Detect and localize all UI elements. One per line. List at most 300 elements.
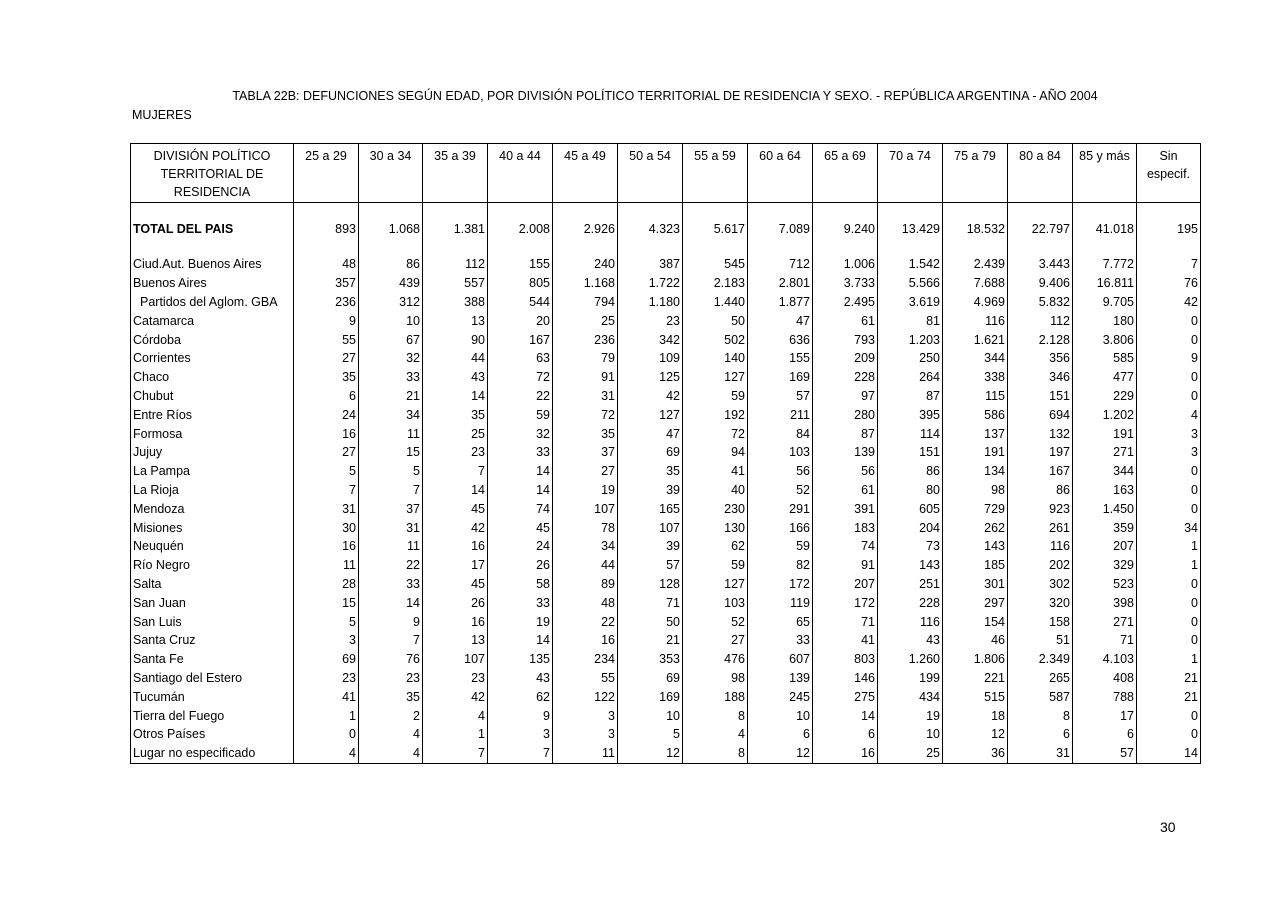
value-cell: 33	[748, 631, 813, 650]
value-cell: 557	[423, 274, 488, 293]
value-cell: 27	[683, 631, 748, 650]
value-cell: 10	[359, 311, 423, 330]
value-cell: 0	[294, 725, 359, 744]
value-cell: 94	[683, 443, 748, 462]
column-header-line: especif.	[1146, 167, 1191, 181]
value-cell: 172	[813, 593, 878, 612]
value-cell: 1.450	[1073, 499, 1137, 518]
value-cell: 1.260	[878, 650, 943, 669]
value-cell: 91	[813, 556, 878, 575]
value-cell: 0	[1137, 499, 1201, 518]
value-cell: 1	[1137, 650, 1201, 669]
value-cell: 329	[1073, 556, 1137, 575]
value-cell: 65	[748, 612, 813, 631]
value-cell: 135	[488, 650, 553, 669]
spacer-cell	[131, 203, 294, 212]
value-cell: 9	[359, 612, 423, 631]
table-row	[131, 706, 1201, 725]
value-cell: 87	[878, 387, 943, 406]
value-cell: 312	[359, 293, 423, 312]
value-cell: 140	[683, 349, 748, 368]
region-name-cell: Partidos del Aglom. GBA	[131, 293, 294, 312]
value-cell: 172	[748, 575, 813, 594]
value-cell: 48	[553, 593, 618, 612]
value-cell: 16	[294, 537, 359, 556]
value-cell: 116	[943, 311, 1008, 330]
table-row	[131, 556, 1201, 575]
value-cell: 17	[1073, 706, 1137, 725]
value-cell: 207	[813, 575, 878, 594]
value-cell: 250	[878, 349, 943, 368]
column-header: 85 y más	[1073, 144, 1137, 203]
value-cell: 2.926	[553, 211, 618, 247]
value-cell: 3	[553, 725, 618, 744]
value-cell: 0	[1137, 612, 1201, 631]
value-cell: 183	[813, 518, 878, 537]
value-cell: 229	[1073, 387, 1137, 406]
value-cell: 1.381	[423, 211, 488, 247]
value-cell: 5	[359, 462, 423, 481]
value-cell: 33	[359, 368, 423, 387]
value-cell: 19	[878, 706, 943, 725]
spacer-cell	[878, 247, 943, 255]
value-cell: 271	[1073, 612, 1137, 631]
column-header: 60 a 64	[748, 144, 813, 203]
value-cell: 353	[618, 650, 683, 669]
value-cell: 35	[553, 424, 618, 443]
value-cell: 8	[683, 744, 748, 763]
table-row	[131, 481, 1201, 500]
value-cell: 62	[488, 687, 553, 706]
value-cell: 23	[618, 311, 683, 330]
table-row	[131, 725, 1201, 744]
value-cell: 71	[618, 593, 683, 612]
value-cell: 116	[1008, 537, 1073, 556]
value-cell: 3	[488, 725, 553, 744]
value-cell: 39	[618, 537, 683, 556]
region-name-cell: Buenos Aires	[131, 274, 294, 293]
value-cell: 391	[813, 499, 878, 518]
table-row	[131, 293, 1201, 312]
value-cell: 271	[1073, 443, 1137, 462]
value-cell: 7.688	[943, 274, 1008, 293]
value-cell: 395	[878, 405, 943, 424]
value-cell: 31	[553, 387, 618, 406]
value-cell: 3	[1137, 443, 1201, 462]
spacer-cell	[1073, 247, 1137, 255]
value-cell: 59	[748, 537, 813, 556]
value-cell: 236	[294, 293, 359, 312]
spacer-cell	[943, 247, 1008, 255]
value-cell: 137	[943, 424, 1008, 443]
value-cell: 12	[748, 744, 813, 763]
value-cell: 4	[683, 725, 748, 744]
value-cell: 4	[294, 744, 359, 763]
value-cell: 86	[1008, 481, 1073, 500]
value-cell: 261	[1008, 518, 1073, 537]
value-cell: 923	[1008, 499, 1073, 518]
value-cell: 59	[488, 405, 553, 424]
value-cell: 23	[423, 443, 488, 462]
value-cell: 151	[1008, 387, 1073, 406]
value-cell: 585	[1073, 349, 1137, 368]
value-cell: 81	[878, 311, 943, 330]
region-name-cell: Tucumán	[131, 687, 294, 706]
value-cell: 9	[294, 311, 359, 330]
value-cell: 14	[488, 462, 553, 481]
value-cell: 167	[1008, 462, 1073, 481]
value-cell: 103	[748, 443, 813, 462]
value-cell: 23	[294, 669, 359, 688]
value-cell: 47	[618, 424, 683, 443]
value-cell: 2.439	[943, 255, 1008, 274]
value-cell: 185	[943, 556, 1008, 575]
value-cell: 35	[294, 368, 359, 387]
value-cell: 154	[943, 612, 1008, 631]
region-name-cell: Entre Ríos	[131, 405, 294, 424]
value-cell: 91	[553, 368, 618, 387]
value-cell: 1.203	[878, 330, 943, 349]
value-cell: 21	[1137, 669, 1201, 688]
region-name-cell: Río Negro	[131, 556, 294, 575]
value-cell: 7.089	[748, 211, 813, 247]
table-row	[131, 462, 1201, 481]
value-cell: 7	[359, 481, 423, 500]
table-body	[131, 203, 1201, 764]
region-header-line: RESIDENCIA	[173, 185, 251, 199]
spacer-cell	[553, 203, 618, 212]
table-row	[131, 650, 1201, 669]
value-cell: 398	[1073, 593, 1137, 612]
value-cell: 44	[423, 349, 488, 368]
value-cell: 84	[748, 424, 813, 443]
value-cell: 15	[294, 593, 359, 612]
value-cell: 13	[423, 311, 488, 330]
value-cell: 202	[1008, 556, 1073, 575]
value-cell: 107	[618, 518, 683, 537]
value-cell: 37	[359, 499, 423, 518]
value-cell: 7	[423, 462, 488, 481]
value-cell: 14	[1137, 744, 1201, 763]
value-cell: 26	[488, 556, 553, 575]
value-cell: 0	[1137, 631, 1201, 650]
spacer-cell	[618, 203, 683, 212]
spacer-cell	[294, 203, 359, 212]
value-cell: 356	[1008, 349, 1073, 368]
value-cell: 204	[878, 518, 943, 537]
value-cell: 6	[748, 725, 813, 744]
value-cell: 97	[813, 387, 878, 406]
value-cell: 14	[423, 387, 488, 406]
value-cell: 169	[618, 687, 683, 706]
value-cell: 8	[1008, 706, 1073, 725]
value-cell: 127	[683, 575, 748, 594]
value-cell: 195	[1137, 211, 1201, 247]
spacer-cell	[423, 247, 488, 255]
value-cell: 228	[813, 368, 878, 387]
value-cell: 155	[488, 255, 553, 274]
value-cell: 112	[1008, 311, 1073, 330]
value-cell: 729	[943, 499, 1008, 518]
value-cell: 41	[683, 462, 748, 481]
value-cell: 35	[618, 462, 683, 481]
value-cell: 78	[553, 518, 618, 537]
value-cell: 127	[683, 368, 748, 387]
value-cell: 130	[683, 518, 748, 537]
value-cell: 72	[683, 424, 748, 443]
value-cell: 12	[618, 744, 683, 763]
value-cell: 320	[1008, 593, 1073, 612]
value-cell: 139	[748, 669, 813, 688]
region-name-cell: Ciud.Aut. Buenos Aires	[131, 255, 294, 274]
value-cell: 9.240	[813, 211, 878, 247]
value-cell: 1.180	[618, 293, 683, 312]
value-cell: 515	[943, 687, 1008, 706]
value-cell: 42	[423, 687, 488, 706]
value-cell: 408	[1073, 669, 1137, 688]
region-name-cell: San Juan	[131, 593, 294, 612]
spacer-cell	[683, 247, 748, 255]
value-cell: 188	[683, 687, 748, 706]
value-cell: 22	[359, 556, 423, 575]
value-cell: 16	[553, 631, 618, 650]
value-cell: 0	[1137, 575, 1201, 594]
value-cell: 33	[488, 593, 553, 612]
region-name-cell: Santa Cruz	[131, 631, 294, 650]
value-cell: 41	[294, 687, 359, 706]
value-cell: 71	[1073, 631, 1137, 650]
value-cell: 8	[683, 706, 748, 725]
value-cell: 57	[748, 387, 813, 406]
value-cell: 275	[813, 687, 878, 706]
spacer-cell	[553, 247, 618, 255]
value-cell: 57	[618, 556, 683, 575]
value-cell: 98	[943, 481, 1008, 500]
table-row	[131, 612, 1201, 631]
value-cell: 191	[1073, 424, 1137, 443]
value-cell: 1.542	[878, 255, 943, 274]
value-cell: 45	[488, 518, 553, 537]
table-title: TABLA 22B: DEFUNCIONES SEGÚN EDAD, POR DIVISIÓN POLÍTICO TERRITORIAL DE RESIDENCIA Y SEXO. - REPÚBLICA ARGENTINA - AÑO 2004	[232, 89, 1098, 103]
region-name-cell: Salta	[131, 575, 294, 594]
value-cell: 103	[683, 593, 748, 612]
value-cell: 46	[943, 631, 1008, 650]
value-cell: 24	[488, 537, 553, 556]
table-row	[131, 311, 1201, 330]
value-cell: 387	[618, 255, 683, 274]
value-cell: 636	[748, 330, 813, 349]
spacer-cell	[1137, 247, 1201, 255]
value-cell: 9.705	[1073, 293, 1137, 312]
value-cell: 165	[618, 499, 683, 518]
value-cell: 191	[943, 443, 1008, 462]
value-cell: 14	[813, 706, 878, 725]
spacer-cell	[488, 247, 553, 255]
region-header-line: DIVISIÓN POLÍTICO	[153, 149, 271, 163]
value-cell: 209	[813, 349, 878, 368]
value-cell: 5.617	[683, 211, 748, 247]
value-cell: 805	[488, 274, 553, 293]
value-cell: 76	[1137, 274, 1201, 293]
value-cell: 302	[1008, 575, 1073, 594]
region-name-cell: Neuquén	[131, 537, 294, 556]
value-cell: 44	[553, 556, 618, 575]
spacer-cell	[683, 203, 748, 212]
column-header	[1137, 144, 1201, 203]
value-cell: 122	[553, 687, 618, 706]
region-name-cell: Lugar no especificado	[131, 744, 294, 763]
value-cell: 4	[423, 706, 488, 725]
value-cell: 45	[423, 575, 488, 594]
value-cell: 207	[1073, 537, 1137, 556]
column-header: 25 a 29	[294, 144, 359, 203]
value-cell: 134	[943, 462, 1008, 481]
value-cell: 7	[359, 631, 423, 650]
value-cell: 22	[488, 387, 553, 406]
value-cell: 27	[553, 462, 618, 481]
value-cell: 502	[683, 330, 748, 349]
region-name-cell: La Rioja	[131, 481, 294, 500]
value-cell: 125	[618, 368, 683, 387]
value-cell: 439	[359, 274, 423, 293]
value-cell: 21	[1137, 687, 1201, 706]
value-cell: 712	[748, 255, 813, 274]
value-cell: 69	[618, 443, 683, 462]
value-cell: 893	[294, 211, 359, 247]
value-cell: 211	[748, 405, 813, 424]
value-cell: 16	[294, 424, 359, 443]
region-name-cell: Tierra del Fuego	[131, 706, 294, 725]
value-cell: 14	[359, 593, 423, 612]
column-header: 65 a 69	[813, 144, 878, 203]
value-cell: 34	[553, 537, 618, 556]
value-cell: 11	[553, 744, 618, 763]
value-cell: 221	[943, 669, 1008, 688]
value-cell: 31	[359, 518, 423, 537]
value-cell: 139	[813, 443, 878, 462]
value-cell: 280	[813, 405, 878, 424]
column-header: 35 a 39	[423, 144, 488, 203]
value-cell: 344	[1073, 462, 1137, 481]
value-cell: 163	[1073, 481, 1137, 500]
value-cell: 1.006	[813, 255, 878, 274]
value-cell: 297	[943, 593, 1008, 612]
value-cell: 0	[1137, 387, 1201, 406]
value-cell: 342	[618, 330, 683, 349]
value-cell: 1	[1137, 556, 1201, 575]
value-cell: 794	[553, 293, 618, 312]
value-cell: 116	[878, 612, 943, 631]
value-cell: 2.008	[488, 211, 553, 247]
value-cell: 59	[683, 387, 748, 406]
value-cell: 2.128	[1008, 330, 1073, 349]
region-name-cell: Misiones	[131, 518, 294, 537]
value-cell: 25	[553, 311, 618, 330]
value-cell: 1.168	[553, 274, 618, 293]
value-cell: 1	[294, 706, 359, 725]
value-cell: 388	[423, 293, 488, 312]
spacer-cell	[1137, 203, 1201, 212]
value-cell: 34	[1137, 518, 1201, 537]
region-name-cell: Formosa	[131, 424, 294, 443]
spacer-cell	[1008, 247, 1073, 255]
spacer-row	[131, 247, 1201, 255]
table-row	[131, 443, 1201, 462]
value-cell: 5.832	[1008, 293, 1073, 312]
table-row	[131, 537, 1201, 556]
value-cell: 20	[488, 311, 553, 330]
region-name-cell: La Pampa	[131, 462, 294, 481]
value-cell: 167	[488, 330, 553, 349]
value-cell: 1.068	[359, 211, 423, 247]
value-cell: 240	[553, 255, 618, 274]
value-cell: 37	[553, 443, 618, 462]
value-cell: 228	[878, 593, 943, 612]
value-cell: 197	[1008, 443, 1073, 462]
value-cell: 346	[1008, 368, 1073, 387]
value-cell: 35	[423, 405, 488, 424]
value-cell: 24	[294, 405, 359, 424]
value-cell: 69	[294, 650, 359, 669]
value-cell: 357	[294, 274, 359, 293]
value-cell: 11	[359, 424, 423, 443]
value-cell: 18.532	[943, 211, 1008, 247]
value-cell: 4.969	[943, 293, 1008, 312]
table-row	[131, 274, 1201, 293]
value-cell: 36	[943, 744, 1008, 763]
value-cell: 523	[1073, 575, 1137, 594]
column-header-line: Sin	[1159, 149, 1178, 163]
value-cell: 1.722	[618, 274, 683, 293]
value-cell: 41.018	[1073, 211, 1137, 247]
value-cell: 17	[423, 556, 488, 575]
value-cell: 90	[423, 330, 488, 349]
value-cell: 0	[1137, 706, 1201, 725]
value-cell: 1.621	[943, 330, 1008, 349]
value-cell: 251	[878, 575, 943, 594]
value-cell: 6	[813, 725, 878, 744]
value-cell: 115	[943, 387, 1008, 406]
value-cell: 57	[1073, 744, 1137, 763]
value-cell: 79	[553, 349, 618, 368]
value-cell: 112	[423, 255, 488, 274]
column-header: 75 a 79	[943, 144, 1008, 203]
value-cell: 63	[488, 349, 553, 368]
value-cell: 169	[748, 368, 813, 387]
value-cell: 128	[618, 575, 683, 594]
value-cell: 45	[423, 499, 488, 518]
value-cell: 69	[618, 669, 683, 688]
value-cell: 234	[553, 650, 618, 669]
value-cell: 55	[553, 669, 618, 688]
value-cell: 34	[359, 405, 423, 424]
value-cell: 9	[488, 706, 553, 725]
column-header: 40 a 44	[488, 144, 553, 203]
value-cell: 30	[294, 518, 359, 537]
table-row	[131, 424, 1201, 443]
value-cell: 793	[813, 330, 878, 349]
value-cell: 33	[359, 575, 423, 594]
value-cell: 22	[553, 612, 618, 631]
value-cell: 788	[1073, 687, 1137, 706]
value-cell: 192	[683, 405, 748, 424]
value-cell: 76	[359, 650, 423, 669]
value-cell: 48	[294, 255, 359, 274]
table-row	[131, 575, 1201, 594]
value-cell: 15	[359, 443, 423, 462]
region-header-line: TERRITORIAL DE	[160, 167, 264, 181]
value-cell: 132	[1008, 424, 1073, 443]
